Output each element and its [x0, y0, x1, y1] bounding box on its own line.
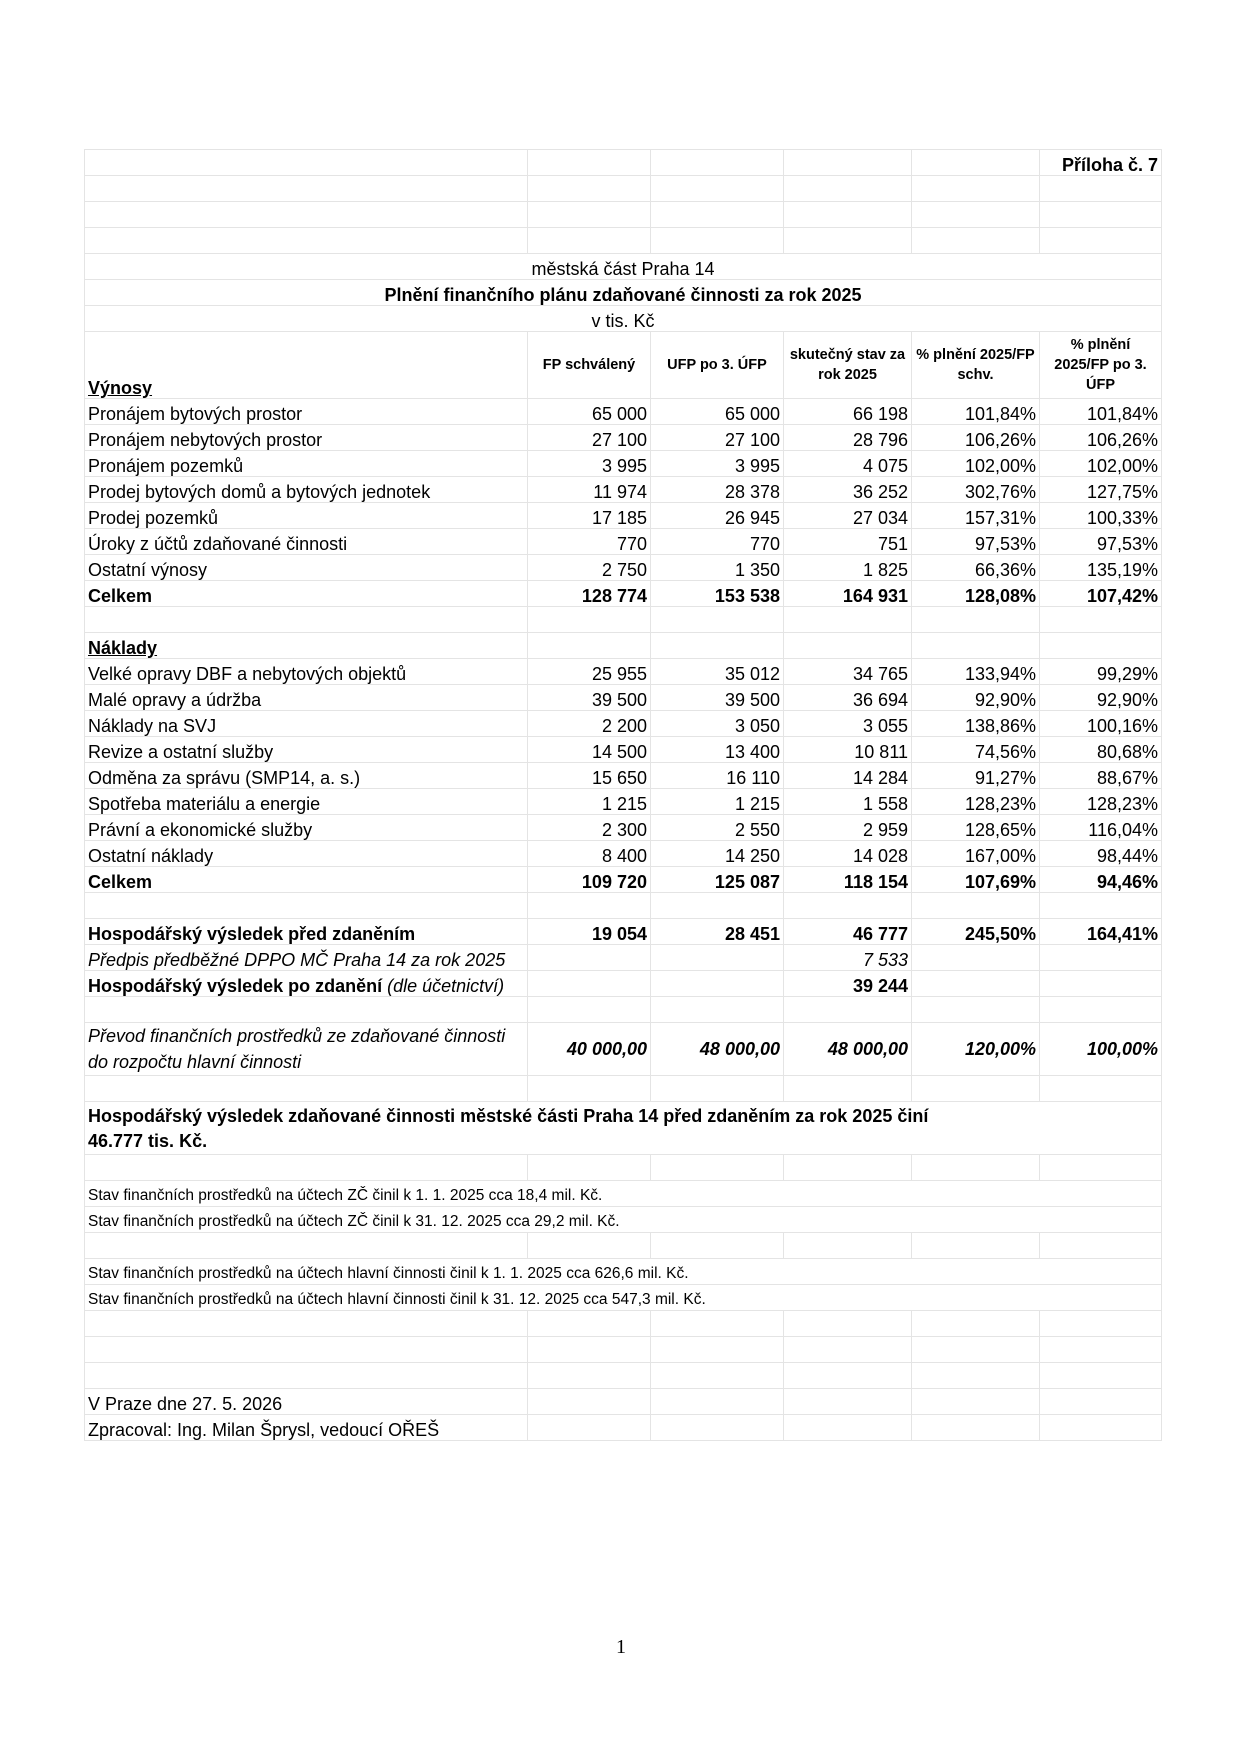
- cell-fp: 40 000,00: [528, 1023, 651, 1076]
- unit-label: v tis. Kč: [85, 306, 1162, 332]
- table-row: [85, 789, 1162, 815]
- row-label: Odměna za správu (SMP14, a. s.): [85, 763, 528, 789]
- place-date: V Praze dne 27. 5. 2026: [85, 1389, 528, 1415]
- note-row: [85, 1285, 1162, 1311]
- col-header-fp: FP schválený: [528, 332, 651, 399]
- cell-pct-ufp: 116,04%: [1040, 815, 1162, 841]
- cell-pct-ufp: 102,00%: [1040, 451, 1162, 477]
- cell-fp: 19 054: [528, 919, 651, 945]
- after-tax-note: (dle účetnictví): [387, 976, 505, 996]
- cell-pct-fp: 107,69%: [912, 867, 1040, 893]
- note-text: Stav finančních prostředků na účtech ZČ činil k 1. 1. 2025 cca 18,4 mil. Kč.: [85, 1181, 1162, 1207]
- cell-ufp: 28 451: [651, 919, 784, 945]
- row-label: Revize a ostatní služby: [85, 737, 528, 763]
- cell-actual: 39 244: [784, 971, 912, 997]
- financial-plan-table: [84, 149, 1162, 1441]
- row-label: Prodej bytových domů a bytových jednotek: [85, 477, 528, 503]
- cell-actual: 7 533: [784, 945, 912, 971]
- cell-pct-fp: 74,56%: [912, 737, 1040, 763]
- cell-ufp: 153 538: [651, 581, 784, 607]
- result-before-tax-row: [85, 919, 1162, 945]
- cell-actual: 2 959: [784, 815, 912, 841]
- transfer-label: [85, 1023, 528, 1076]
- footer-row: [85, 1389, 1162, 1415]
- column-header-row: [85, 332, 1162, 399]
- note-text: Stav finančních prostředků na účtech hlavní činnosti činil k 1. 1. 2025 cca 626,6 mil. Kč.: [85, 1259, 1162, 1285]
- table-row: [85, 685, 1162, 711]
- cell-pct-fp: 66,36%: [912, 555, 1040, 581]
- cell-fp: 65 000: [528, 399, 651, 425]
- cell-pct-ufp: 80,68%: [1040, 737, 1162, 763]
- table-row: [85, 503, 1162, 529]
- note-row: [85, 1181, 1162, 1207]
- cell-actual: 14 284: [784, 763, 912, 789]
- cell-actual: 66 198: [784, 399, 912, 425]
- cell-pct-fp: 245,50%: [912, 919, 1040, 945]
- document-title: Plnění finančního plánu zdaňované činnosti za rok 2025: [85, 280, 1162, 306]
- row-label: Ostatní náklady: [85, 841, 528, 867]
- table-row: [85, 176, 1162, 202]
- cell-ufp: 27 100: [651, 425, 784, 451]
- table-row: [85, 1311, 1162, 1337]
- col-header-ufp: UFP po 3. ÚFP: [651, 332, 784, 399]
- row-label: Celkem: [85, 867, 528, 893]
- cell-pct-fp: 97,53%: [912, 529, 1040, 555]
- cell-pct-fp: 157,31%: [912, 503, 1040, 529]
- cell-pct-ufp: 135,19%: [1040, 555, 1162, 581]
- cell-pct-ufp: 107,42%: [1040, 581, 1162, 607]
- row-label: Předpis předběžné DPPO MČ Praha 14 za rok 2025: [85, 945, 528, 971]
- cell-actual: 28 796: [784, 425, 912, 451]
- table-row: [85, 306, 1162, 332]
- row-label: Náklady na SVJ: [85, 711, 528, 737]
- tax-row: [85, 945, 1162, 971]
- revenue-total-row: [85, 581, 1162, 607]
- cell-fp: 39 500: [528, 685, 651, 711]
- appendix-label: Příloha č. 7: [1040, 150, 1162, 176]
- table-row: [85, 633, 1162, 659]
- cell-fp: 17 185: [528, 503, 651, 529]
- table-row: [85, 893, 1162, 919]
- cell-ufp: 14 250: [651, 841, 784, 867]
- cell-pct-fp: 138,86%: [912, 711, 1040, 737]
- cell-actual: 1 825: [784, 555, 912, 581]
- table-row: [85, 529, 1162, 555]
- cell-fp: 128 774: [528, 581, 651, 607]
- row-label: Celkem: [85, 581, 528, 607]
- cell-ufp: 1 215: [651, 789, 784, 815]
- cell-fp: 25 955: [528, 659, 651, 685]
- table-row: [85, 202, 1162, 228]
- cell-actual: 36 694: [784, 685, 912, 711]
- cell-pct-ufp: 127,75%: [1040, 477, 1162, 503]
- cell-ufp: 39 500: [651, 685, 784, 711]
- row-label: Právní a ekonomické služby: [85, 815, 528, 841]
- note-text: Stav finančních prostředků na účtech ZČ činil k 31. 12. 2025 cca 29,2 mil. Kč.: [85, 1207, 1162, 1233]
- col-header-pct-ufp: % plnění 2025/FP po 3. ÚFP: [1040, 332, 1162, 399]
- cell-pct-ufp: 100,16%: [1040, 711, 1162, 737]
- table-row: [85, 280, 1162, 306]
- table-row: [85, 763, 1162, 789]
- author: Zpracoval: Ing. Milan Šprysl, vedoucí OŘEŠ: [85, 1415, 528, 1441]
- cell-pct-fp: 102,00%: [912, 451, 1040, 477]
- cell-pct-fp: 128,23%: [912, 789, 1040, 815]
- table-row: [85, 555, 1162, 581]
- table-row: [85, 1363, 1162, 1389]
- cell-ufp: 1 350: [651, 555, 784, 581]
- cell-actual: 751: [784, 529, 912, 555]
- cell-pct-ufp: 98,44%: [1040, 841, 1162, 867]
- costs-total-row: [85, 867, 1162, 893]
- row-label: Úroky z účtů zdaňované činnosti: [85, 529, 528, 555]
- table-row: [85, 659, 1162, 685]
- cell-pct-fp: 167,00%: [912, 841, 1040, 867]
- cell-actual: 4 075: [784, 451, 912, 477]
- cell-ufp: 65 000: [651, 399, 784, 425]
- transfer-row: [85, 1023, 1162, 1076]
- table-row: [85, 150, 1162, 176]
- cell-ufp: 125 087: [651, 867, 784, 893]
- cell-fp: 8 400: [528, 841, 651, 867]
- cell-pct-fp: 302,76%: [912, 477, 1040, 503]
- result-after-tax-row: [85, 971, 1162, 997]
- cell-ufp: 26 945: [651, 503, 784, 529]
- cell-pct-fp: 92,90%: [912, 685, 1040, 711]
- cell-fp: 2 200: [528, 711, 651, 737]
- cell-fp: 3 995: [528, 451, 651, 477]
- row-label: Pronájem bytových prostor: [85, 399, 528, 425]
- col-header-actual: skutečný stav za rok 2025: [784, 332, 912, 399]
- row-label: Prodej pozemků: [85, 503, 528, 529]
- cell-actual: 34 765: [784, 659, 912, 685]
- cell-pct-fp: 101,84%: [912, 399, 1040, 425]
- cell-actual: 164 931: [784, 581, 912, 607]
- table-row: [85, 841, 1162, 867]
- page-number: 1: [616, 1636, 626, 1658]
- summary-text: [85, 1102, 1162, 1155]
- cell-pct-fp: 91,27%: [912, 763, 1040, 789]
- table-row: [85, 399, 1162, 425]
- table-row: [85, 477, 1162, 503]
- cell-ufp: 13 400: [651, 737, 784, 763]
- cell-ufp: 2 550: [651, 815, 784, 841]
- cell-actual: 118 154: [784, 867, 912, 893]
- cell-actual: 14 028: [784, 841, 912, 867]
- row-label: Malé opravy a údržba: [85, 685, 528, 711]
- cell-actual: 46 777: [784, 919, 912, 945]
- cell-pct-fp: 128,65%: [912, 815, 1040, 841]
- revenue-heading: Výnosy: [85, 332, 528, 399]
- note-row: [85, 1207, 1162, 1233]
- organization-name: městská část Praha 14: [85, 254, 1162, 280]
- cell-fp: 109 720: [528, 867, 651, 893]
- cell-fp: 15 650: [528, 763, 651, 789]
- cell-pct-fp: 128,08%: [912, 581, 1040, 607]
- note-row: [85, 1259, 1162, 1285]
- cell-actual: 48 000,00: [784, 1023, 912, 1076]
- table-row: [85, 1076, 1162, 1102]
- summary-line1: Hospodářský výsledek zdaňované činnosti městské části Praha 14 před zdaněním za rok 2025 činí: [88, 1106, 929, 1126]
- cell-fp: 27 100: [528, 425, 651, 451]
- cell-fp: 14 500: [528, 737, 651, 763]
- table-row: [85, 737, 1162, 763]
- table-row: [85, 711, 1162, 737]
- note-text: Stav finančních prostředků na účtech hlavní činnosti činil k 31. 12. 2025 cca 547,3 mil. Kč.: [85, 1285, 1162, 1311]
- row-label: Pronájem pozemků: [85, 451, 528, 477]
- cell-fp: 11 974: [528, 477, 651, 503]
- table-row: [85, 997, 1162, 1023]
- cell-pct-ufp: 99,29%: [1040, 659, 1162, 685]
- cell-pct-ufp: 100,33%: [1040, 503, 1162, 529]
- cell-pct-fp: 120,00%: [912, 1023, 1040, 1076]
- cell-pct-ufp: 128,23%: [1040, 789, 1162, 815]
- row-label: Hospodářský výsledek před zdaněním: [85, 919, 528, 945]
- col-header-pct-fp: % plnění 2025/FP schv.: [912, 332, 1040, 399]
- row-label: Velké opravy DBF a nebytových objektů: [85, 659, 528, 685]
- summary-line2: 46.777 tis. Kč.: [88, 1131, 208, 1151]
- cell-ufp: 35 012: [651, 659, 784, 685]
- transfer-label-line2: do rozpočtu hlavní činnosti: [88, 1052, 302, 1072]
- transfer-label-line1: Převod finančních prostředků ze zdaňované činnosti: [88, 1026, 506, 1046]
- cell-actual: 27 034: [784, 503, 912, 529]
- summary-row: [85, 1102, 1162, 1155]
- row-label: Ostatní výnosy: [85, 555, 528, 581]
- cell-ufp: 3 050: [651, 711, 784, 737]
- table-row: [85, 815, 1162, 841]
- cell-pct-fp: 133,94%: [912, 659, 1040, 685]
- row-label: [85, 971, 528, 997]
- cell-fp: 770: [528, 529, 651, 555]
- table-row: [85, 425, 1162, 451]
- cell-pct-ufp: 97,53%: [1040, 529, 1162, 555]
- table-row: [85, 228, 1162, 254]
- table-row: [85, 451, 1162, 477]
- cell-pct-ufp: 92,90%: [1040, 685, 1162, 711]
- table-row: [85, 254, 1162, 280]
- cell-pct-ufp: 101,84%: [1040, 399, 1162, 425]
- costs-heading: Náklady: [85, 633, 528, 659]
- cell-fp: 1 215: [528, 789, 651, 815]
- cell-ufp: 28 378: [651, 477, 784, 503]
- cell-ufp: 770: [651, 529, 784, 555]
- cell-pct-fp: 106,26%: [912, 425, 1040, 451]
- cell-fp: 2 300: [528, 815, 651, 841]
- after-tax-label: Hospodářský výsledek po zdanění: [88, 976, 383, 996]
- cell-fp: 2 750: [528, 555, 651, 581]
- cell-ufp: 3 995: [651, 451, 784, 477]
- cell-actual: 36 252: [784, 477, 912, 503]
- cell-pct-ufp: 88,67%: [1040, 763, 1162, 789]
- table-row: [85, 1155, 1162, 1181]
- row-label: Spotřeba materiálu a energie: [85, 789, 528, 815]
- table-row: [85, 607, 1162, 633]
- table-row: [85, 1233, 1162, 1259]
- cell-actual: 3 055: [784, 711, 912, 737]
- cell-pct-ufp: 100,00%: [1040, 1023, 1162, 1076]
- cell-pct-ufp: 106,26%: [1040, 425, 1162, 451]
- cell-actual: 1 558: [784, 789, 912, 815]
- cell-pct-ufp: 94,46%: [1040, 867, 1162, 893]
- table-row: [85, 1337, 1162, 1363]
- footer-row: [85, 1415, 1162, 1441]
- cell-ufp: 16 110: [651, 763, 784, 789]
- row-label: Pronájem nebytových prostor: [85, 425, 528, 451]
- cell-ufp: 48 000,00: [651, 1023, 784, 1076]
- cell-pct-ufp: 164,41%: [1040, 919, 1162, 945]
- cell-actual: 10 811: [784, 737, 912, 763]
